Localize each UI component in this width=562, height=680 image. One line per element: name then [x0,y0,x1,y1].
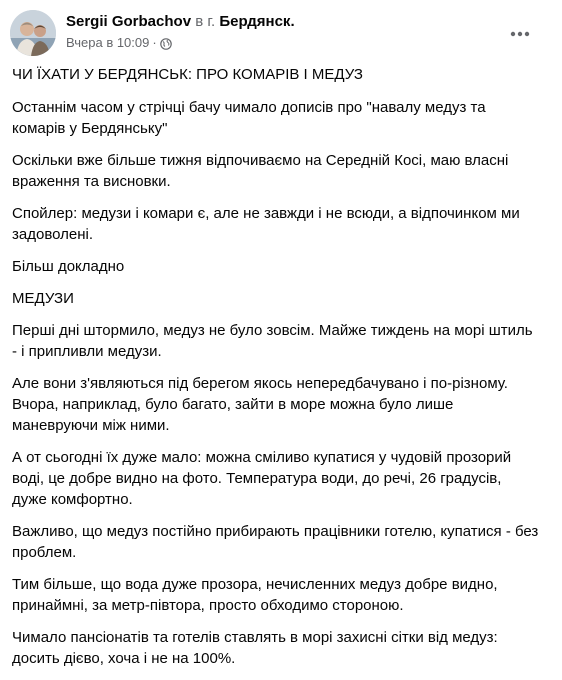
author-line [66,12,295,32]
author-name-link[interactable]: Sergii Gorbachov [66,13,192,30]
post-paragraph: Важливо, що медуз постійно прибирають працівники готелю, купатися - без проблем. [12,523,539,561]
post-paragraph: Спойлер: медузи і комари є, але не завжди і не всюди, а відпочинком ми задоволені. [12,205,520,243]
post-paragraph: Оскільки вже більше тижня відпочиваємо на Середній Косі, маю власні враження та висновки. [12,152,509,190]
post-header [10,10,552,56]
globe-icon [160,37,172,49]
post-paragraph: Перші дні штормило, медуз не було зовсім. Майже тиждень на морі штиль - і припливли медузи. [12,322,533,360]
post-meta [66,12,295,52]
post-paragraph: Але вони з'являються під берегом якось непередбачувано і по-різному. Вчора, наприклад, було багато, зайти в море можна було лише маневруючи між ними. [12,375,508,434]
post-subline [66,34,295,52]
section-heading: МЕДУЗИ [12,290,74,307]
post-paragraph: Більш докладно [12,258,125,275]
post-content [12,64,540,680]
post-title: ЧИ ЇХАТИ У БЕРДЯНСЬК: ПРО КОМАРІВ І МЕДУЗ [12,66,363,83]
post-paragraph: Тим більше, що вода дуже прозора, нечисленних медуз добре видно, принаймні, за метр-півтора, просто обходимо стороною. [12,576,498,614]
post-paragraph: А от сьогодні їх дуже мало: можна сміливо купатися у чудовій прозорий воді, це добре видно на фото. Температура води, до речі, 26 градусів, дуже комфортно. [12,449,512,508]
post-paragraph: Чимало пансіонатів та готелів ставлять в морі захисні сітки від медуз: досить дієво, хоча і не на 100%. [12,629,498,667]
post-timestamp-link[interactable]: Вчера в 10:09 [66,35,150,50]
post-options-button[interactable] [502,16,538,52]
location-prefix: в г. [195,13,216,30]
post-paragraph: Останнім часом у стрічці бачу чимало дописів про "навалу медуз та комарів у Бердянську" [12,99,486,137]
more-dots-icon [510,31,530,37]
avatar-image [10,10,56,56]
author-avatar[interactable] [10,10,56,56]
location-link[interactable]: Бердянск. [219,13,295,30]
separator-dot: · [152,35,157,50]
